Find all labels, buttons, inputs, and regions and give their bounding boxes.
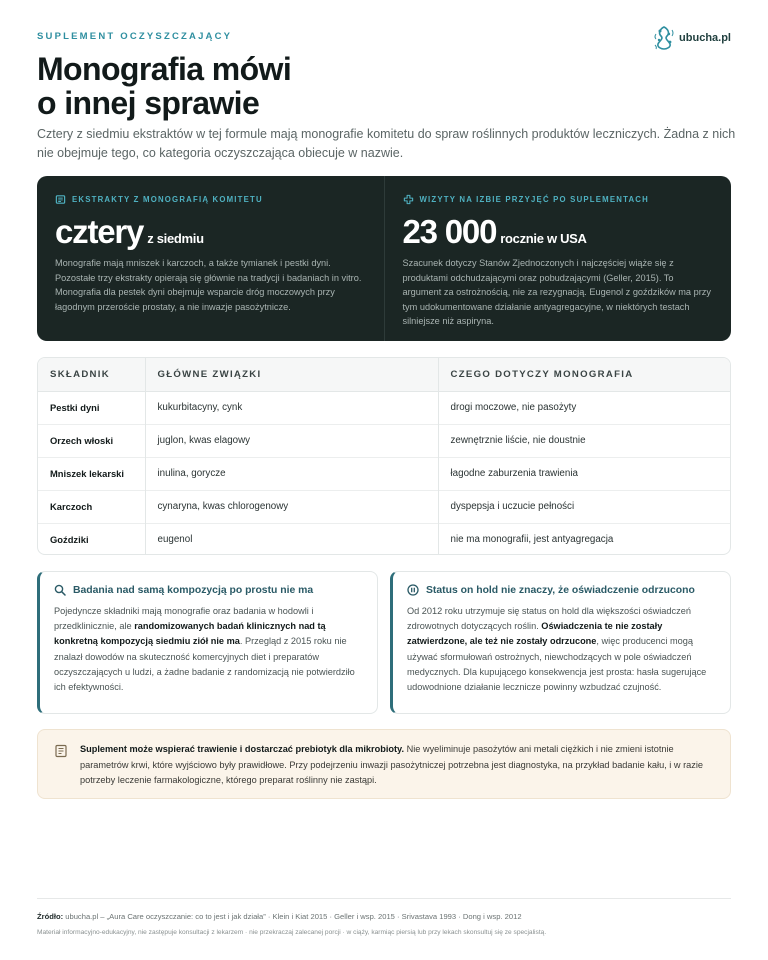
card-heading — [54, 584, 363, 596]
stat-label-text: WIZYTY NA IZBIE PRZYJĘĆ PO SUPLEMENTACH — [419, 195, 649, 204]
stat-description: Szacunek dotyczy Stanów Zjednoczonych i najczęściej wiąże się z produktami odchudzającymi oraz pobudzającymi (Geller, 2015). To argument za ostrożnością, nie za rezygnacją. Eugenol z goździków ma przy tym udokumentowane działanie antyagregacyjne, w niektórych testach silniejsze niż aspiryna. — [402, 258, 711, 326]
ingredient-cell: Mniszek lekarski — [38, 457, 145, 490]
stat-value — [403, 213, 714, 251]
monograph-cell: drogi moczowe, nie pasożyty — [438, 391, 730, 424]
stat-label — [403, 194, 714, 205]
footer — [37, 898, 731, 936]
title-line-1: Monografia mówi — [37, 51, 292, 87]
column-header-ingredient: SKŁADNIK — [38, 358, 145, 391]
compounds-cell: inulina, gorycze — [145, 457, 438, 490]
compounds-cell: juglon, kwas elagowy — [145, 424, 438, 457]
ingredient-cell: Karczoch — [38, 490, 145, 523]
card-text: , więc producenci mogą używać sformułowań ostrożnych, niewchodzących w pole oświadczeń medycznych. Dla kupującego konsekwencja jest prosta: hasła sugerujące udowodnione działanie lecznicze powinny wzbudzać czujność. — [407, 636, 707, 693]
table-row — [38, 391, 730, 424]
stat-label — [55, 194, 366, 205]
footer-sources — [37, 912, 731, 921]
column-header-compounds: GŁÓWNE ZWIĄZKI — [145, 358, 438, 391]
table-row — [38, 424, 730, 457]
footer-disclaimer: Materiał informacyjno-edukacyjny, nie zastępuje konsultacji z lekarzem · nie przekraczaj zalecanej porcji · w ciąży, karmiąc piersią lub przy lekach skonsultuj się ze specjalistą. — [37, 929, 547, 936]
ingredient-cell: Goździki — [38, 523, 145, 555]
monograph-cell: zewnętrznie liście, nie doustnie — [438, 424, 730, 457]
stat-number: cztery — [55, 213, 144, 250]
summary-note — [37, 729, 731, 799]
column-header-monograph: CZEGO DOTYCZY MONOGRAFIA — [438, 358, 730, 391]
card-body — [54, 604, 363, 695]
ingredients-table — [37, 357, 731, 555]
source-text: ubucha.pl – „Aura Care oczyszczanie: co to jest i jak działa” · Klein i Kiat 2015 · Geller i wsp. 2015 · Srivastava 1993 · Dong i wsp. 2012 — [63, 912, 522, 921]
monograph-cell: dyspepsja i uczucie pełności — [438, 490, 730, 523]
research-card — [37, 571, 378, 714]
table-row — [38, 457, 730, 490]
kombucha-logo-icon — [653, 25, 675, 51]
card-text: . Przegląd z 2015 roku nie znalazł dowodów na skuteczność komercyjnych diet i preparatów oczyszczających u ludzi, a żadne badanie z randomizacją nie potwierdziło ich efektywności. — [54, 636, 355, 693]
document-icon — [54, 744, 68, 758]
stat-unit: z siedmiu — [147, 231, 204, 246]
kicker: SUPLEMENT OCZYSZCZAJĄCY — [37, 31, 233, 42]
card-emphasis: Oświadczenia te nie zostały zatwierdzone, ale też nie zostały odrzucone — [407, 621, 663, 647]
brand-logo[interactable] — [653, 25, 731, 51]
on-hold-card — [390, 571, 731, 714]
pause-icon — [407, 584, 419, 596]
card-text: Pojedyncze składniki mają monografie oraz badania w hodowli i przedklinicznie, ale — [54, 606, 314, 632]
compounds-cell: kukurbitacyny, cynk — [145, 391, 438, 424]
lead-paragraph: Cztery z siedmiu ekstraktów w tej formule mają monografie komitetu do spraw roślinnych produktów leczniczych. Żadna z nich nie obejmuje tego, co kategoria oczyszczająca obiecuje w nazwie. — [37, 127, 736, 160]
card-title: Badania nad samą kompozycją po prostu nie ma — [73, 584, 314, 596]
page-title — [37, 52, 291, 120]
table-row — [38, 523, 730, 555]
stat-value — [55, 213, 366, 251]
compounds-cell: cynaryna, kwas chlorogenowy — [145, 490, 438, 523]
stat-label-text: EKSTRAKTY Z MONOGRAFIĄ KOMITETU — [72, 195, 263, 204]
note-text — [80, 742, 714, 789]
medical-cross-icon — [403, 194, 414, 205]
book-icon — [55, 194, 66, 205]
card-text: Od 2012 roku utrzymuje się status on hold dla większości oświadczeń zdrowotnych dotyczących roślin. — [407, 606, 691, 632]
ingredient-cell: Orzech włoski — [38, 424, 145, 457]
search-icon — [54, 584, 66, 596]
stat-er-visits — [384, 176, 732, 341]
stat-number: 23 000 — [402, 213, 497, 250]
monograph-cell: nie ma monografii, jest antyagregacja — [438, 523, 730, 555]
monograph-cell: łagodne zaburzenia trawienia — [438, 457, 730, 490]
compounds-cell: eugenol — [145, 523, 438, 555]
note-emphasis: Suplement może wspierać trawienie i dostarczać prebiotyk dla mikrobioty. — [80, 744, 405, 754]
table-row — [38, 490, 730, 523]
brand-name: ubucha.pl — [679, 32, 731, 44]
table-header-row — [38, 358, 730, 391]
source-label: Źródło: — [37, 912, 64, 921]
card-title: Status on hold nie znaczy, że oświadczenie odrzucono — [426, 584, 695, 596]
stat-unit: rocznie w USA — [500, 231, 587, 246]
card-body — [407, 604, 716, 695]
stat-description: Monografie mają mniszek i karczoch, a także tymianek i pestki dyni. Pozostałe trzy ekstrakty opierają się głównie na tradycji i badaniach in vitro. Monografia dla pestek dyni obejmuje wsparcie dróg moczowych przy łagodnym przeroście prostaty, a nie inwazje pasożytnicze. — [55, 258, 362, 312]
card-emphasis: randomizowanych badań klinicznych nad tą konkretną kompozycją siedmiu ziół nie ma — [54, 621, 326, 647]
stat-monographs — [37, 176, 384, 341]
ingredient-cell: Pestki dyni — [50, 402, 100, 413]
note-body: Nie wyeliminuje pasożytów ani metali ciężkich i nie zmieni istotnie parametrów krwi, które wyjściowo były prawidłowe. Przy podejrzeniu inwazji pasożytniczej potrzebna jest diagnostyka, na przykład badanie kału, i w razie potrzeby leczenie farmakologiczne, którego preparat roślinny nie zastąpi. — [80, 744, 703, 786]
title-line-2: o innej sprawie — [37, 85, 260, 121]
stats-panel — [37, 176, 731, 341]
card-heading — [407, 584, 716, 596]
